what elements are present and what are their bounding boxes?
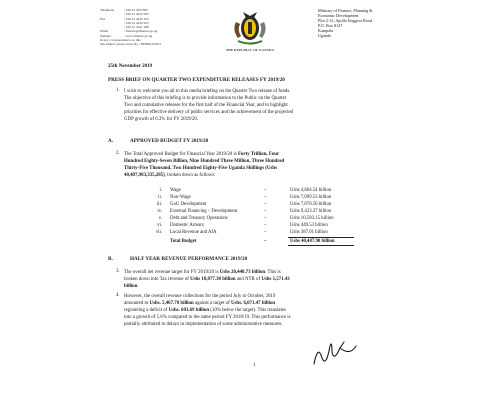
- table-row: i. Wage – Ushs 4,664.54 billion: [159, 188, 332, 193]
- address-line: P.O. Box 8147: [318, 23, 343, 28]
- document-page: [98, 8, 402, 392]
- document-title: PRESS BRIEF ON QUARTER TWO EXPENDITURE RELEASES FY 2019/20: [108, 77, 285, 83]
- text-line: priorities for effective delivery of public services and the achievement of the projected: [124, 110, 294, 115]
- address-line: Plot 2-12, Apollo Kaggwa Road: [318, 18, 372, 23]
- table-row: v. Debt and Treasury Operations – Ushs 10,583.15 billion: [158, 216, 334, 221]
- ministry-address: [318, 8, 402, 38]
- address-line: Economic Development: [318, 13, 359, 18]
- page-number: 1: [253, 363, 256, 368]
- text-line: However, the overall revenue collections for the period July to October, 2019: [124, 294, 276, 299]
- crest-caption: THE REPUBLIC OF UGANDA: [225, 48, 275, 52]
- text-line: broken down into Tax revenue of Ushs 18,877.30 billion and NTR of Ushs 1,571.43: [124, 277, 290, 282]
- paragraph-number: 2.: [116, 151, 120, 156]
- address-line: Ministry of Finance, Planning &: [318, 8, 373, 13]
- text-line: registering a deficit of Ushs. 603.69 billion (10% below the target). This translates: [124, 308, 286, 313]
- contact-row: Website : www.finance.go.ug: [100, 33, 153, 38]
- text-line: Hundred Eighty-Seven Billion, Nine Hundred Three Million, Three Hundred: [124, 159, 285, 164]
- table-row: ii. Non-Wage – Ushs 7,099.53 billion: [158, 195, 332, 200]
- paragraph-number: 4.: [116, 293, 120, 298]
- text-line: billion.: [124, 284, 139, 289]
- paragraph-number: 3.: [116, 269, 120, 274]
- table-row: iv. External Financing – Development – Ushs 9,433.37 billion: [157, 209, 332, 214]
- coat-of-arms-icon: [226, 8, 274, 48]
- address-line: Uganda: [318, 33, 332, 38]
- paragraph-number: 1.: [116, 88, 120, 93]
- address-line: Kampala: [318, 28, 334, 33]
- contact-row: Telephone : 256 41 4707000: [100, 8, 148, 12]
- table-row: iii. GoU Development – Ushs 7,870.56 billion: [156, 202, 332, 207]
- paragraph-1: [124, 88, 386, 123]
- text-line: GDP growth of 6.3% for FY 2019/20.: [124, 117, 199, 122]
- table-row: vii. Local Revenue and AIA – Ushs 387.01 billion: [155, 230, 328, 235]
- sum-rule: [288, 237, 354, 238]
- text-line: Two and cumulative releases for the first half of the Financial Year, and to highlight: [124, 103, 288, 108]
- section-heading-b: B. HALF YEAR REVENUE PERFORMANCE 2019/20: [108, 256, 248, 262]
- total-rule: [288, 245, 354, 246]
- contact-row: : 256 41 4341 286: [124, 25, 149, 30]
- text-line: amounted to Ushs. 5,467.78 billion against a target of Ushs. 6,071.47 billion: [124, 301, 276, 306]
- text-line: partially attributed to delays in implementation of some administrative measures.: [124, 322, 283, 327]
- table-row: vi. Domestic Arrears – Ushs 449.53 billion: [157, 223, 328, 228]
- document-date: 25th November 2019: [108, 64, 153, 69]
- paragraph-4: [124, 293, 386, 328]
- contact-row: Email : finance@finance.go.ug: [100, 29, 158, 34]
- contact-row: Fax : 256 41 4230 163: [100, 16, 149, 21]
- text-line: into a growth of 5.6% compared to the same period FY 2018/19. This performance is: [124, 315, 291, 320]
- contact-row: : 256 41 4343 023: [124, 20, 149, 25]
- table-total-row: Total Budget – Ushs 40,487.90 billion: [170, 239, 335, 244]
- text-line: The objective of this briefing is to provide information to the Public on the Quarter: [124, 96, 287, 101]
- paragraph-3: [124, 269, 386, 290]
- text-line: The Total Approved Budget for Financial Year 2019/20 is Forty Trillion, Four: [124, 152, 280, 157]
- reply-note: In any correspondence on this: [100, 38, 141, 43]
- paragraph-2: [124, 151, 386, 179]
- text-line: 40,487,903,335,285), broken down as follows:: [124, 173, 216, 178]
- text-line: I wish to welcome you all to this media briefing on the Quarter Two release of funds.: [124, 89, 291, 94]
- section-heading-a: A. APPROVED BUDGET FY 2019/20: [108, 138, 209, 144]
- contact-block: [100, 8, 218, 47]
- text-line: Thirty-Five Thousand, Two Hundred Eighty-Five Uganda Shillings (Ushs: [124, 166, 277, 171]
- contact-row: : 256 41 4232 095: [124, 12, 149, 17]
- reference-number: this subject please quote No.: BPD86/150/01: [100, 42, 162, 47]
- text-line: The overall net revenue target for FY 2019/20 is Ushs 20,448.73 billion. This is: [124, 270, 281, 275]
- letterhead: [98, 8, 402, 66]
- signature-mark: [310, 338, 360, 368]
